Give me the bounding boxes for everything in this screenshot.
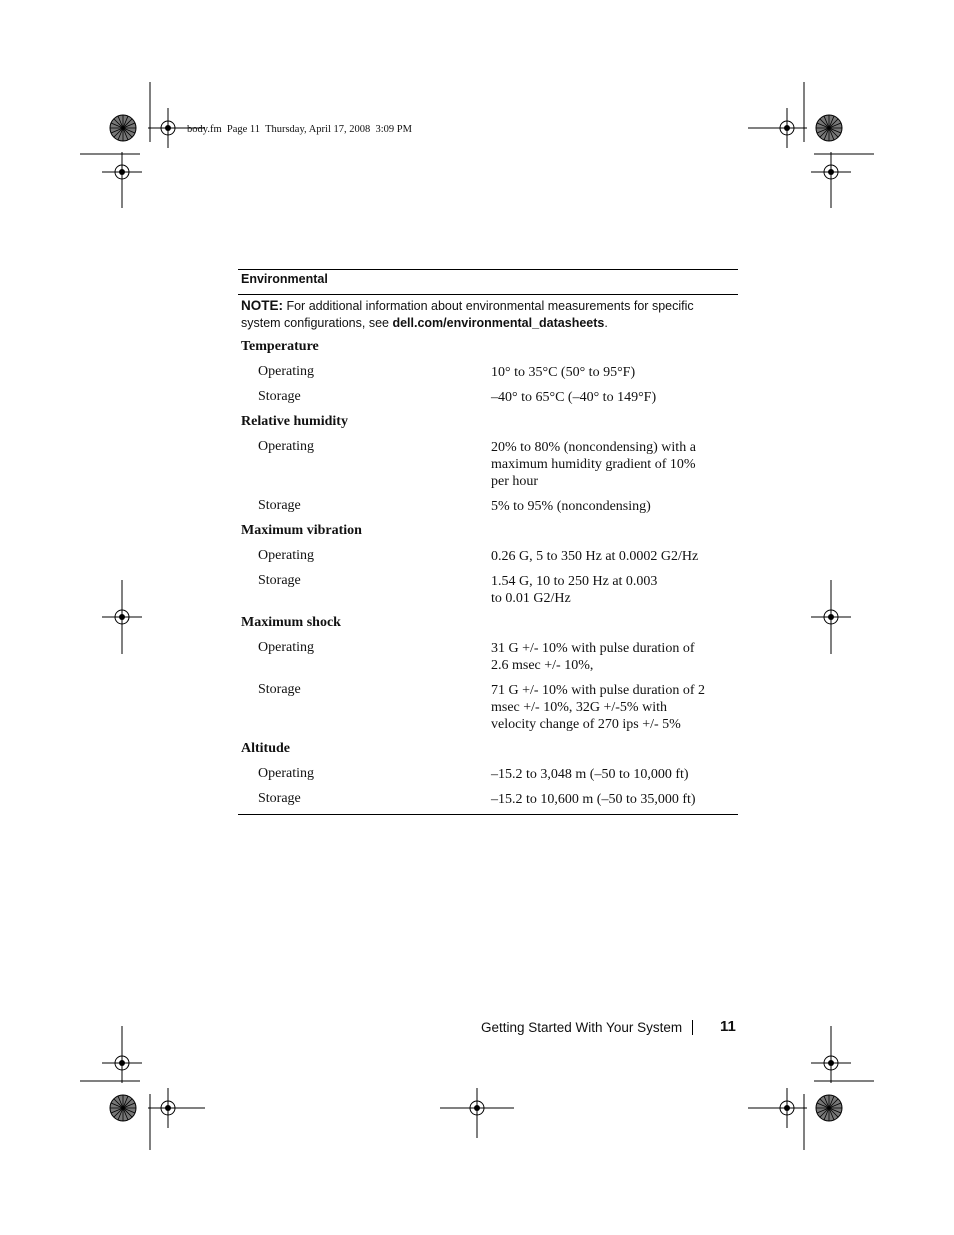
row-value: –15.2 to 10,600 m (–50 to 35,000 ft) <box>491 792 696 807</box>
footer-title: Getting Started With Your System <box>481 1020 683 1035</box>
section-heading: Altitude <box>241 741 290 756</box>
footer-divider <box>692 1020 693 1035</box>
section-heading: Maximum shock <box>241 615 341 630</box>
note-text: For additional information about environmental measurements for specific system configurations, see <box>241 299 694 330</box>
row-label: Operating <box>258 640 314 655</box>
row-value: –15.2 to 3,048 m (–50 to 10,000 ft) <box>491 767 689 782</box>
row-value: 5% to 95% (noncondensing) <box>491 499 651 514</box>
note-label: NOTE: <box>241 298 283 313</box>
row-label: Operating <box>258 364 314 379</box>
row-value: 0.26 G, 5 to 350 Hz at 0.0002 G2/Hz <box>491 549 699 564</box>
page-number: 11 <box>720 1018 736 1035</box>
row-label: Storage <box>258 791 301 806</box>
note-end: . <box>604 316 608 330</box>
row-label: Storage <box>258 389 301 404</box>
row-value: –40° to 65°C (–40° to 149°F) <box>491 390 657 405</box>
row-label: Storage <box>258 498 301 513</box>
table-header-rule <box>238 294 738 295</box>
row-value: 31 G +/- 10% with pulse duration of 2.6 msec +/- 10%, <box>491 641 695 673</box>
registration-star-bottom-left <box>110 1095 136 1121</box>
table-top-rule <box>238 269 738 270</box>
row-value: 1.54 G, 10 to 250 Hz at 0.003 to 0.01 G2/Hz <box>491 574 658 606</box>
section-heading: Maximum vibration <box>241 523 362 538</box>
section-heading: Relative humidity <box>241 414 348 429</box>
registration-star-bottom-right <box>816 1095 842 1121</box>
note-link: dell.com/environmental_datasheets <box>392 316 605 330</box>
row-value: 20% to 80% (noncondensing) with a maximum humidity gradient of 10% per hour <box>491 440 696 489</box>
row-label: Operating <box>258 548 314 563</box>
row-label: Storage <box>258 682 301 697</box>
print-header: body.fm Page 11 Thursday, April 17, 2008 3:09 PM <box>187 124 412 135</box>
row-label: Operating <box>258 439 314 454</box>
registration-star-top-left <box>110 115 136 141</box>
row-value: 10° to 35°C (50° to 95°F) <box>491 365 636 380</box>
registration-star-top-right <box>816 115 842 141</box>
section-heading: Temperature <box>241 339 319 354</box>
row-label: Operating <box>258 766 314 781</box>
table-title: Environmental <box>241 272 328 286</box>
row-value: 71 G +/- 10% with pulse duration of 2 msec +/- 10%, 32G +/-5% with velocity change of 270 ips +/- 5% <box>491 683 705 732</box>
table-bottom-rule <box>238 814 738 815</box>
row-label: Storage <box>258 573 301 588</box>
note <box>241 297 721 332</box>
